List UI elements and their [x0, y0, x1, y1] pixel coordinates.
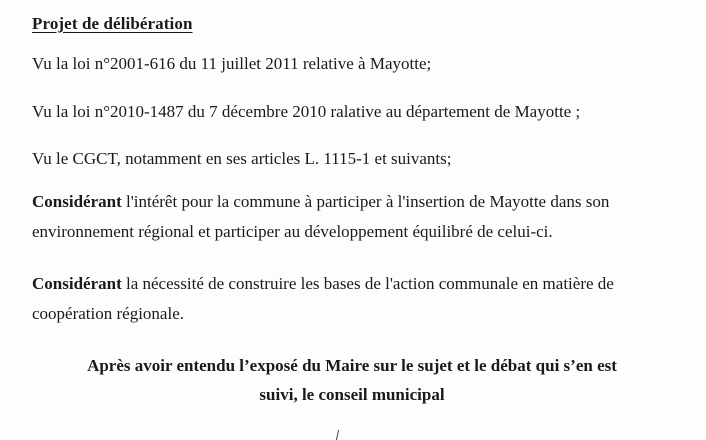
considerant-2-line-1	[32, 269, 692, 299]
considerant-1-text-1: l'intérêt pour la commune à participer à l'insertion de Mayotte dans son	[121, 192, 610, 211]
stray-mark	[336, 430, 343, 440]
paragraph-considerant-2	[32, 269, 692, 329]
considerant-1-text-2: environnement régional et participer au développement équilibré de celui-ci.	[32, 222, 553, 241]
paragraph-considerant-1	[32, 187, 692, 247]
considerant-1-lead: Considérant	[32, 192, 122, 211]
paragraph-vu-loi-2010: Vu la loi n°2010-1487 du 7 décembre 2010 ralative au département de Mayotte ;	[32, 102, 581, 121]
considerant-1-line-1	[32, 187, 692, 217]
document-title: Projet de délibération	[32, 14, 193, 33]
considerant-2-text-2: coopération régionale.	[32, 304, 184, 323]
conclusion-line-1: Après avoir entendu l’exposé du Maire sur le sujet et le débat qui s’en est	[87, 356, 617, 375]
conclusion-block	[32, 351, 672, 409]
considerant-2-text-1: la nécessité de construire les bases de l'action communale en matière de	[121, 274, 614, 293]
conclusion-line-2: suivi, le conseil municipal	[259, 385, 445, 404]
paragraph-vu-cgct: Vu le CGCT, notamment en ses articles L. 1115-1 et suivants;	[32, 149, 452, 168]
considerant-2-lead: Considérant	[32, 274, 122, 293]
paragraph-vu-loi-2001: Vu la loi n°2001-616 du 11 juillet 2011 relative à Mayotte;	[32, 54, 432, 73]
